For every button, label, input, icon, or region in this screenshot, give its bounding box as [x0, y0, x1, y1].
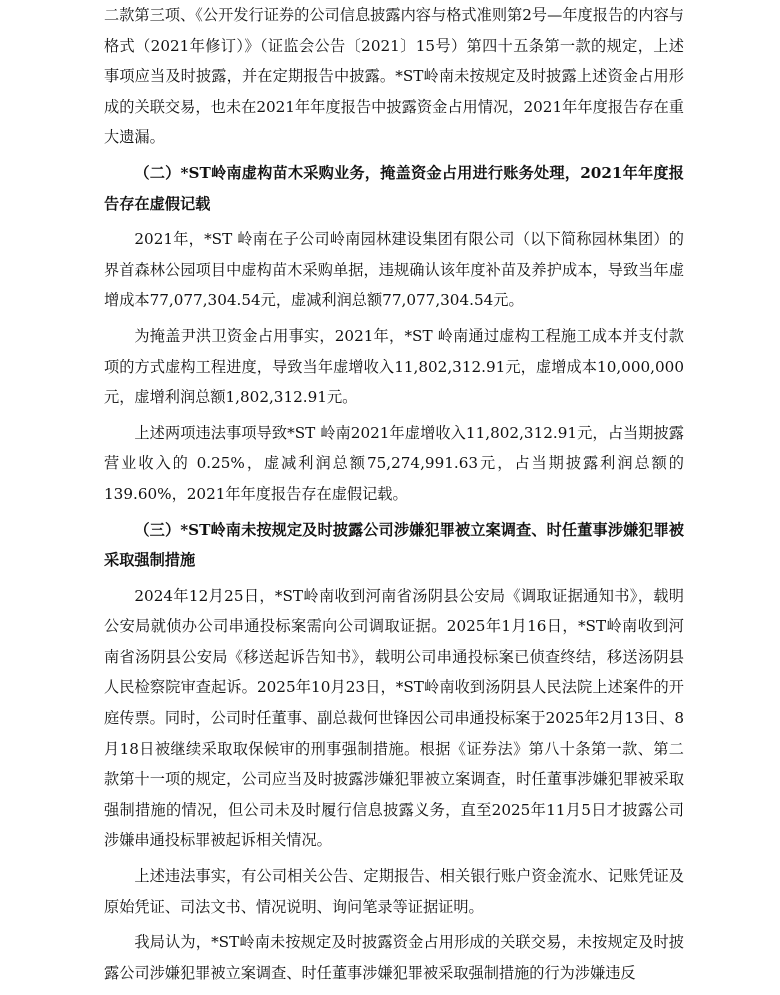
- document-page: [104, 0, 684, 988]
- paragraph-continuation: 二款第三项、《公开发行证券的公司信息披露内容与格式准则第2号—年度报告的内容与格式（2021年修订）》（证监会公告〔2021〕15号）第四十五条第一款的规定，上述事项应当及时披露，并在定期报告中披露。*ST岭南未按规定及时披露上述资金占用形成的关联交易，也未在2021年年度报告中披露资金占用情况，2021年年度报告存在重大遗漏。: [104, 6, 684, 147]
- paragraph-evidence: 上述违法事实，有公司相关公告、定期报告、相关银行账户资金流水、记账凭证及原始凭证、司法文书、情况说明、询问笔录等证据证明。: [104, 867, 684, 916]
- paragraph-combined-effect: 上述两项违法事项导致*ST 岭南2021年虚增收入11,802,312.91元，占当期披露营业收入的 0.25%，虚减利润总额75,274,991.63元，占当期披露利润总额的139.60%，2021年年度报告存在虚假记载。: [104, 423, 684, 503]
- paragraph-seedling-fabrication: 2021年，*ST 岭南在子公司岭南园林建设集团有限公司（以下简称园林集团）的界首森林公园项目中虚构苗木采购单据，违规确认该年度补苗及养护成本，导致当年虚增成本77,077,304.54元，虚减利润总额77,077,304.54元。: [104, 230, 684, 310]
- paragraph-case-timeline: 2024年12月25日，*ST岭南收到河南省汤阴县公安局《调取证据通知书》，载明公安局就侦办公司串通投标案需向公司调取证据。2025年1月16日，*ST岭南收到河南省汤阴县公安局《移送起诉告知书》，载明公司串通投标案已侦查终结，移送汤阴县人民检察院审查起诉。2025年10月23日，*ST岭南收到汤阴县人民法院上述案件的开庭传票。同时，公司时任董事、副总裁何世锋因公司串通投标案于2025年2月13日、8月18日被继续采取取保候审的刑事强制措施。根据《证券法》第八十条第一款、第二款第十一项的规定，公司应当及时披露涉嫌犯罪被立案调查，时任董事涉嫌犯罪被采取强制措施的情况，但公司未及时履行信息披露义务，直至2025年11月5日才披露公司涉嫌串通投标罪被起诉相关情况。: [104, 586, 684, 850]
- section-heading-3: （三）*ST岭南未按规定及时披露公司涉嫌犯罪被立案调查、时任董事涉嫌犯罪被采取强制措施: [104, 520, 684, 570]
- paragraph-fabricated-progress: 为掩盖尹洪卫资金占用事实，2021年，*ST 岭南通过虚构工程施工成本并支付款项的方式虚构工程进度，导致当年虚增收入11,802,312.91元，虚增成本10,000,000元，虚增利润总额1,802,312.91元。: [104, 326, 684, 407]
- paragraph-conclusion: 我局认为，*ST岭南未按规定及时披露资金占用形成的关联交易，未按规定及时披露公司涉嫌犯罪被立案调查、时任董事涉嫌犯罪被采取强制措施的行为涉嫌违反: [104, 933, 684, 982]
- section-heading-2: （二）*ST岭南虚构苗木采购业务，掩盖资金占用进行账务处理，2021年年度报告存在虚假记载: [104, 163, 684, 213]
